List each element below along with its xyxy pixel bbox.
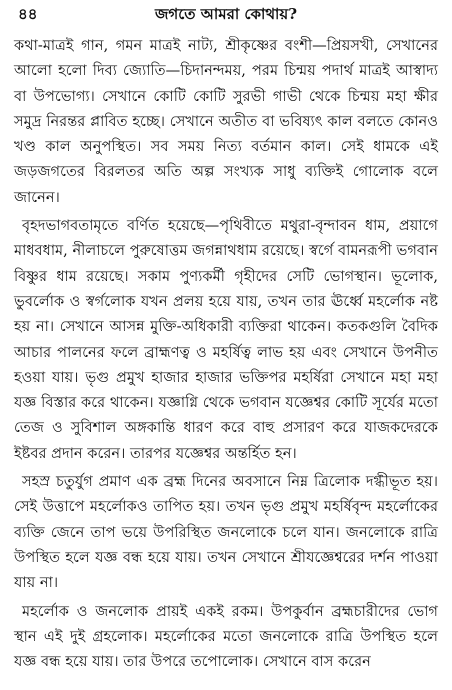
page-number: ৪৪ [18, 5, 38, 23]
paragraph: কথা-মাত্রই গান, গমন মাত্রই নাট্য, শ্রীকৃষ্ণের বংশী—প্রিয়সখী, সেখানের আলো হলো দিব্য জ্যোতি—চিদানন্দময়, পরম চিন্ময় পদার্থ মাত্রই আস্বাদ্য বা উপভোগ্য। সেখানে কোটি কোটি সুরভী গাভী থেকে চিন্ময় মহা ক্ষীর সমুদ্র নিরন্তর প্লাবিত হচ্ছে। সেখানে অতীত বা ভবিষ্যৎ কাল বলতে কোনও খণ্ড কাল অনুপস্থিত। সব সময় নিত্য বর্তমান কাল। সেই ধামকে এই জড়জগতের বিরলতর অতি অল্প সংখ্যক সাধু ব্যক্তিই গোলোক বলে জানেন। [14, 37, 438, 206]
page-header [14, 3, 438, 33]
running-title: জগতে আমরা কোথায়? [154, 5, 298, 23]
paragraph: বৃহদভাগবতামৃতে বর্ণিত হয়েছে—পৃথিবীতে মথুরা-বৃন্দাবন ধাম, প্রয়াগে মাধবধাম, নীলাচলে পুরুষোত্তম জগন্নাথধাম রয়েছে। স্বর্গে বামনরূপী ভগবান বিষ্ণুর ধাম রয়েছে। সকাম পুণ্যকর্মী গৃহীদের সেটি ভোগস্থান। ভূলোক, ভুবর্লোক ও স্বর্গলোক যখন প্রলয় হয়ে যায়, তখন তার ঊর্ধ্বে মহর্লোক নষ্ট হয় না। সেখানে আসন্ন মুক্তি-অধিকারী ব্যক্তিরা থাকেন। কতকগুলি বৈদিক আচার পালনের ফলে ব্রাহ্মণত্ব ও মহর্ষিত্ব লাভ হয় এবং সেখানে উপনীত হওয়া যায়। ভৃগু প্রমুখ হাজার হাজার ভক্তিপর মহর্ষিরা সেখানে মহা মহা যজ্ঞ বিস্তার করে থাকেন। যজ্ঞাগ্নি থেকে ভগবান যজ্ঞেশ্বর কোটি সূর্যের মতো তেজ ও সুবিশাল অঙ্গকান্তি ধারণ করে বাহু প্রসারণ করে যাজকদেরকে ইষ্টবর প্রদান করেন। তারপর যজ্ঞেশ্বর অন্তর্হিত হন। [14, 217, 438, 462]
paragraph: মহর্লোক ও জনলোক প্রায়ই একই রকম। উপকুর্বান ব্রহ্মচারীদের ভোগ স্থান এই দুই গ্রহলোক। মহর্লোকের মতো জনলোকে রাত্রি উপস্থিত হলে যজ্ঞ বন্ধ হয়ে যায়। তার উপরে তপোলোক। সেখানে বাস করেন [14, 602, 438, 671]
body-text [14, 33, 438, 674]
paragraph: সহস্র চতুর্যুগ প্রমাণ এক ব্রহ্ম দিনের অবসানে নিম্ন ত্রিলোক দগ্ধীভূত হয়। সেই উত্তাপে মহর্লোকও তাপিত হয়। তখন ভৃগু প্রমুখ মহর্ষিবৃন্দ মহর্লোকের ব্যক্তি জেনে তাপ ভয়ে উপরিস্থিত জনলোকে চলে যান। জনলোকে রাত্রি উপস্থিত হলে যজ্ঞ বন্ধ হয়ে যায়। তখন সেখানে শ্রীযজ্ঞেশ্বরের দর্শন পাওয়া যায় না। [14, 473, 438, 592]
